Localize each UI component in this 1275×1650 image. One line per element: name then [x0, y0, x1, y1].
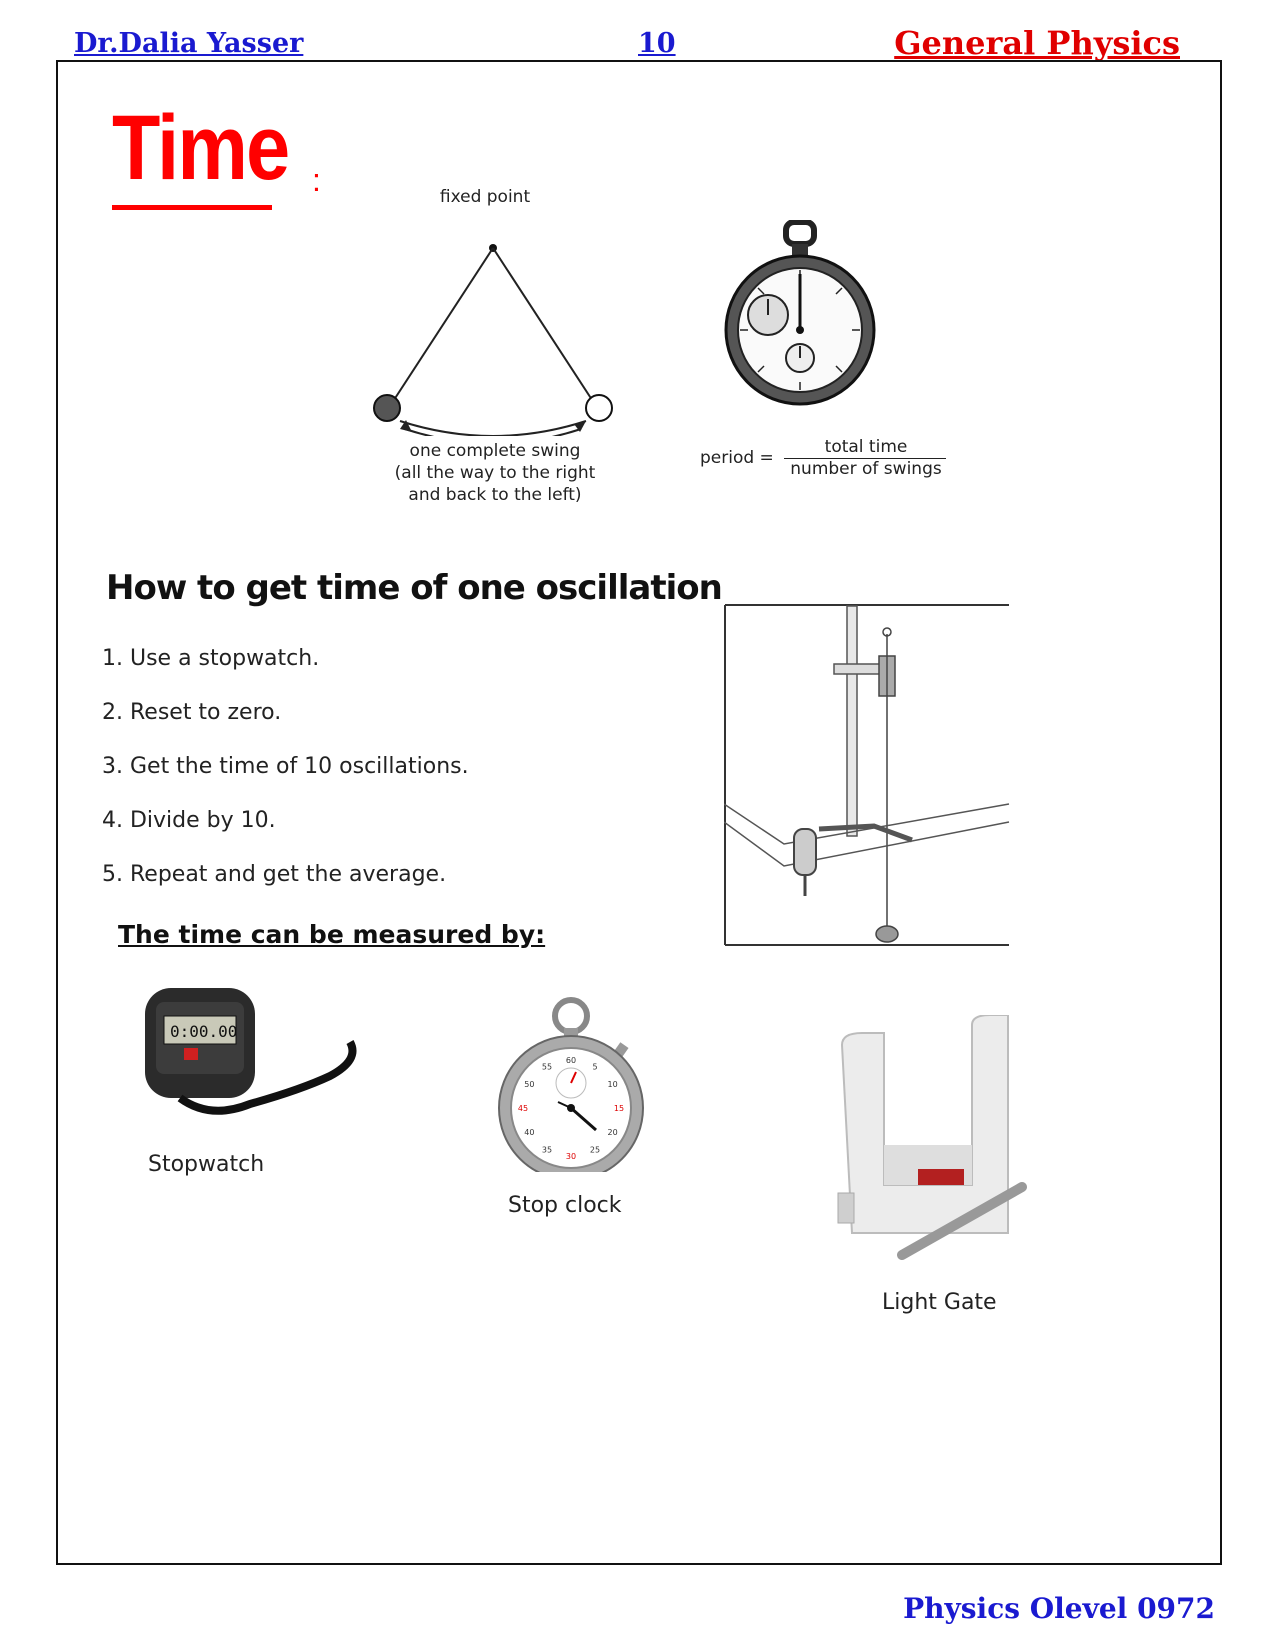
page-title-colon: : [312, 162, 321, 198]
clock-dial-number: 30 [565, 1152, 577, 1161]
clock-dial-number: 25 [589, 1145, 601, 1155]
step-3: 3. Get the time of 10 oscillations. [102, 754, 469, 779]
digital-stopwatch-icon [140, 980, 370, 1130]
header-page-number: 10 [638, 28, 676, 59]
section-heading: How to get time of one oscillation [106, 568, 722, 608]
stop-clock-icon [498, 992, 648, 1172]
caption-line-2: (all the way to the right [394, 463, 596, 483]
step-4: 4. Divide by 10. [102, 808, 276, 833]
formula-numerator: total time [824, 437, 908, 457]
retort-stand-pendulum-diagram [724, 604, 1010, 946]
caption-line-1: one complete swing [409, 441, 581, 461]
clock-dial-number: 35 [541, 1145, 553, 1155]
label-light-gate: Light Gate [882, 1290, 997, 1315]
formula-denominator: number of swings [790, 459, 942, 479]
measured-by-heading: The time can be measured by: [118, 920, 546, 949]
clock-dial-number: 55 [541, 1062, 553, 1072]
clock-dial-number: 50 [524, 1080, 535, 1089]
pendulum-diagram [360, 236, 620, 436]
step-2: 2. Reset to zero. [102, 700, 282, 725]
clock-dial-number: 10 [607, 1080, 618, 1089]
label-stopwatch: Stopwatch [148, 1152, 265, 1177]
title-underline [112, 205, 272, 210]
header-subject: General Physics [894, 24, 1180, 62]
fixed-point-label: fixed point [439, 187, 531, 207]
formula-period: period = [700, 448, 774, 468]
clock-dial-number: 20 [607, 1128, 618, 1137]
step-5: 5. Repeat and get the average. [102, 862, 447, 887]
caption-line-3: and back to the left) [408, 485, 582, 505]
page-title: Time [112, 97, 289, 199]
footer-course: Physics Olevel 0972 [903, 1592, 1215, 1625]
stopwatch-display: 0:00.00 [170, 1022, 238, 1041]
header-author: Dr.Dalia Yasser [74, 28, 304, 59]
pendulum-caption [360, 440, 630, 506]
light-gate-icon [822, 1015, 1042, 1265]
label-stop-clock: Stop clock [508, 1193, 622, 1218]
step-1: 1. Use a stopwatch. [102, 646, 320, 671]
clock-dial-number: 45 [517, 1104, 529, 1113]
clock-dial-number: 60 [565, 1056, 577, 1065]
clock-dial-number: 15 [613, 1104, 625, 1113]
clock-dial-number: 5 [592, 1062, 598, 1072]
stopwatch-icon [720, 220, 880, 410]
clock-dial-number: 40 [524, 1128, 535, 1137]
